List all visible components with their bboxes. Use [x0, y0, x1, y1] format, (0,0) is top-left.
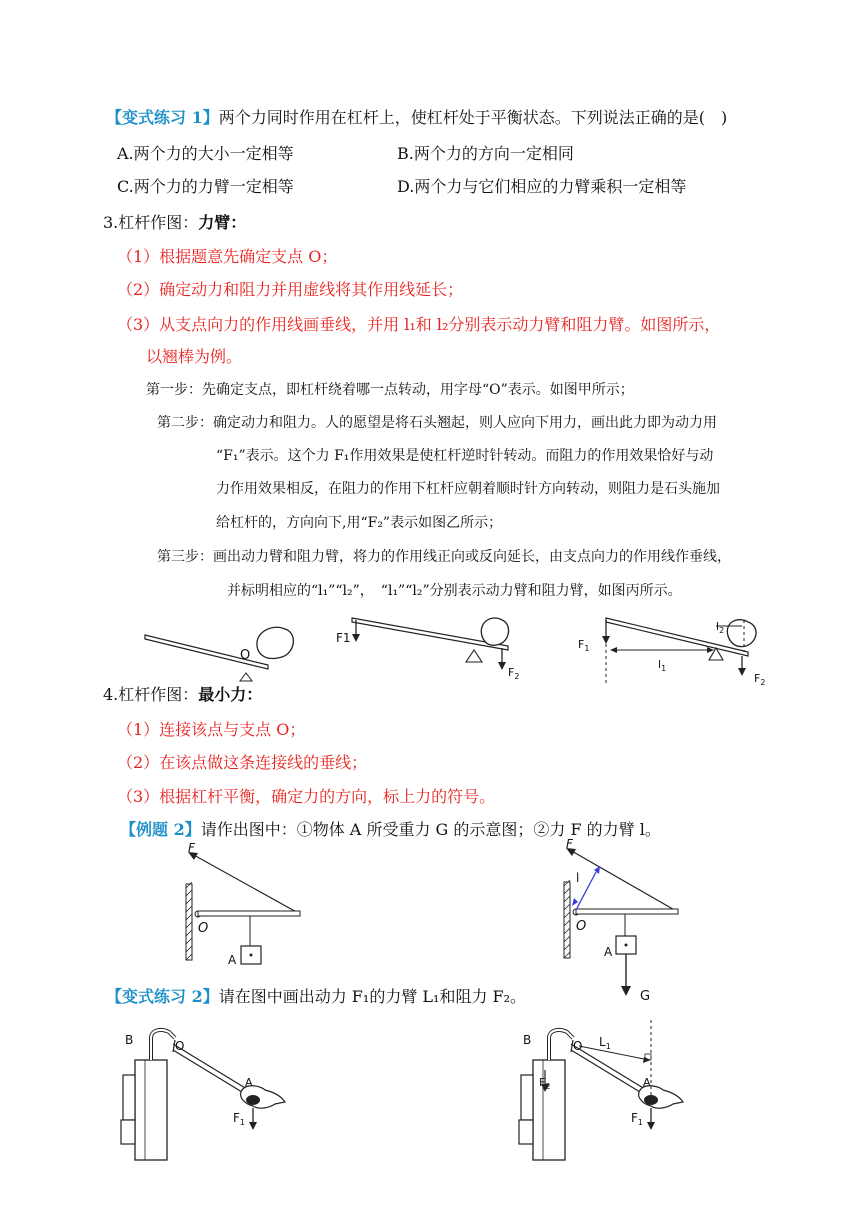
section4-heading-bold: 最小力：	[198, 685, 263, 704]
fig-bing-f1: F	[578, 638, 585, 651]
variant2-figure-left	[115, 1020, 295, 1160]
ex2-left-f: F	[188, 841, 195, 855]
variant1-tag: 【变式练习 1】	[106, 108, 219, 127]
fulcrum-icon	[466, 650, 482, 662]
example2-figure-right	[558, 838, 688, 1008]
section3-rule-3-cont: 以翘棒为例。	[146, 347, 243, 366]
svg-text:l1	[658, 658, 666, 673]
svg-text:L1	[599, 1035, 611, 1051]
var2-left-f: F	[233, 1111, 240, 1125]
hand-icon	[241, 1086, 285, 1108]
section3-rule-2: （2）确定动力和阻力并用虚线将其作用线延长；	[117, 280, 464, 299]
fig-bing-l1-sub: 1	[661, 664, 667, 673]
step-2: 第二步：确定动力和阻力。人的愿望是将石头翘起，则人应向下用力，画出此力即为动力用	[157, 415, 717, 431]
step-1: 第一步：先确定支点，即杠杆绕着哪一点转动，用字母“O”表示。如图甲所示；	[146, 382, 634, 398]
section4-heading-prefix: 4.杠杆作图：	[103, 685, 199, 704]
var2-left-o: O	[175, 1039, 185, 1053]
variant2-tag: 【变式练习 2】	[106, 987, 219, 1006]
var2-left-b: B	[125, 1033, 134, 1047]
figure-bing	[570, 612, 780, 690]
svg-text:F1	[233, 1111, 245, 1127]
var2-right-f1: F	[631, 1111, 638, 1125]
rock-icon	[727, 620, 756, 647]
fig-yi-f2: F	[508, 666, 515, 679]
var2-right-l: L	[599, 1035, 606, 1049]
var2-right-f2-sub: 2	[545, 1082, 551, 1091]
step-3: 第三步：画出动力臂和阻力臂，将力的作用线正向或反向延长，由支点向力的作用线作垂线，	[157, 549, 731, 565]
example2-question: 请作出图中：①物体 A 所受重力 G 的示意图；②力 F 的力臂 l。	[200, 820, 661, 839]
figure-yi	[330, 612, 530, 682]
fig-yi-f2-sub: 2	[514, 672, 520, 681]
fig-bing-f1-sub: 1	[584, 644, 590, 653]
example2-tag: 【例题 2】	[120, 820, 201, 839]
fig-jia-o: O	[240, 648, 251, 663]
hand-icon	[639, 1086, 683, 1108]
ex2-right-a: A	[604, 945, 613, 959]
var2-left-f-sub: 1	[239, 1118, 245, 1127]
var2-right-f1-sub: 1	[637, 1118, 643, 1127]
variant2-figure-right	[513, 1020, 693, 1160]
option-c: C.两个力的力臂一定相等	[117, 177, 294, 196]
fig-bing-f2-sub: 2	[760, 678, 766, 687]
ex2-right-o: O	[576, 919, 587, 934]
var2-right-l-sub: 1	[605, 1042, 611, 1051]
ex2-left-a: A	[228, 953, 237, 967]
var2-left-a: A	[245, 1076, 253, 1089]
section3-heading	[103, 212, 246, 234]
option-d: D.两个力与它们相应的力臂乘积一定相等	[397, 177, 687, 196]
option-b: B.两个力的方向一定相同	[397, 144, 574, 163]
svg-text:F2	[754, 672, 765, 687]
fig-bing-l2: l	[716, 620, 720, 633]
step-2-cont-3: 给杠杆的，方向向下,用“F₂”表示如图乙所示；	[216, 515, 503, 531]
variant2-question: 请在图中画出动力 F₁的力臂 L₁和阻力 F₂。	[218, 987, 527, 1006]
section4-rule-1: （1）连接该点与支点 O；	[117, 720, 306, 739]
fig-yi-f1: F1	[336, 631, 351, 645]
step-2-cont-2: 力作用效果相反，在阻力的作用下杠杆应朝着顺时针方向转动，则阻力是石头施加	[216, 481, 720, 497]
fig-bing-f2: F	[754, 672, 761, 685]
var2-right-a: A	[643, 1076, 651, 1089]
var2-right-o: O	[573, 1039, 583, 1053]
section3-heading-bold: 力臂：	[198, 213, 247, 232]
ex2-left-o: O	[198, 921, 209, 936]
variant1-question: 两个力同时作用在杠杆上，使杠杆处于平衡状态。下列说法正确的是( )	[218, 108, 728, 127]
example2-figure-left	[180, 840, 320, 980]
svg-text:F1	[631, 1111, 643, 1127]
var2-right-b: B	[523, 1033, 532, 1047]
figure-jia	[140, 615, 310, 675]
option-a: A.两个力的大小一定相等	[117, 144, 294, 163]
section4-rule-2: （2）在该点做这条连接线的垂线；	[117, 753, 368, 772]
section4-heading	[103, 684, 262, 706]
var2-right-f2: F	[539, 1076, 546, 1089]
fig-bing-l1: l	[658, 658, 662, 671]
variant1-question-line	[106, 107, 727, 129]
section3-rule-1: （1）根据题意先确定支点 O；	[117, 247, 338, 266]
svg-text:l2	[716, 620, 724, 635]
rock-icon	[257, 627, 293, 658]
variant2-question-line	[106, 986, 526, 1008]
section3-heading-prefix: 3.杠杆作图：	[103, 213, 199, 232]
fulcrum-icon	[240, 673, 252, 681]
ex2-right-l: l	[576, 871, 580, 885]
svg-text:F2	[508, 666, 519, 681]
fig-bing-l2-sub: 2	[719, 626, 725, 635]
ex2-right-g: G	[640, 989, 651, 1004]
step-2-cont-1: “F₁”表示。这个力 F₁作用效果是使杠杆逆时针转动。而阻力的作用效果恰好与动	[216, 448, 714, 464]
section3-rule-3: （3）从支点向力的作用线画垂线，并用 l₁和 l₂分别表示动力臂和阻力臂。如图所示，	[117, 315, 721, 334]
step-3-cont: 并标明相应的“l₁”“l₂”， “l₁”“l₂”分别表示动力臂和阻力臂，如图丙所示。	[227, 583, 682, 599]
svg-text:F1	[578, 638, 589, 653]
ex2-right-f: F	[566, 837, 573, 851]
rock-icon	[481, 618, 508, 645]
section4-rule-3: （3）根据杠杆平衡，确定力的方向，标上力的符号。	[117, 787, 496, 806]
